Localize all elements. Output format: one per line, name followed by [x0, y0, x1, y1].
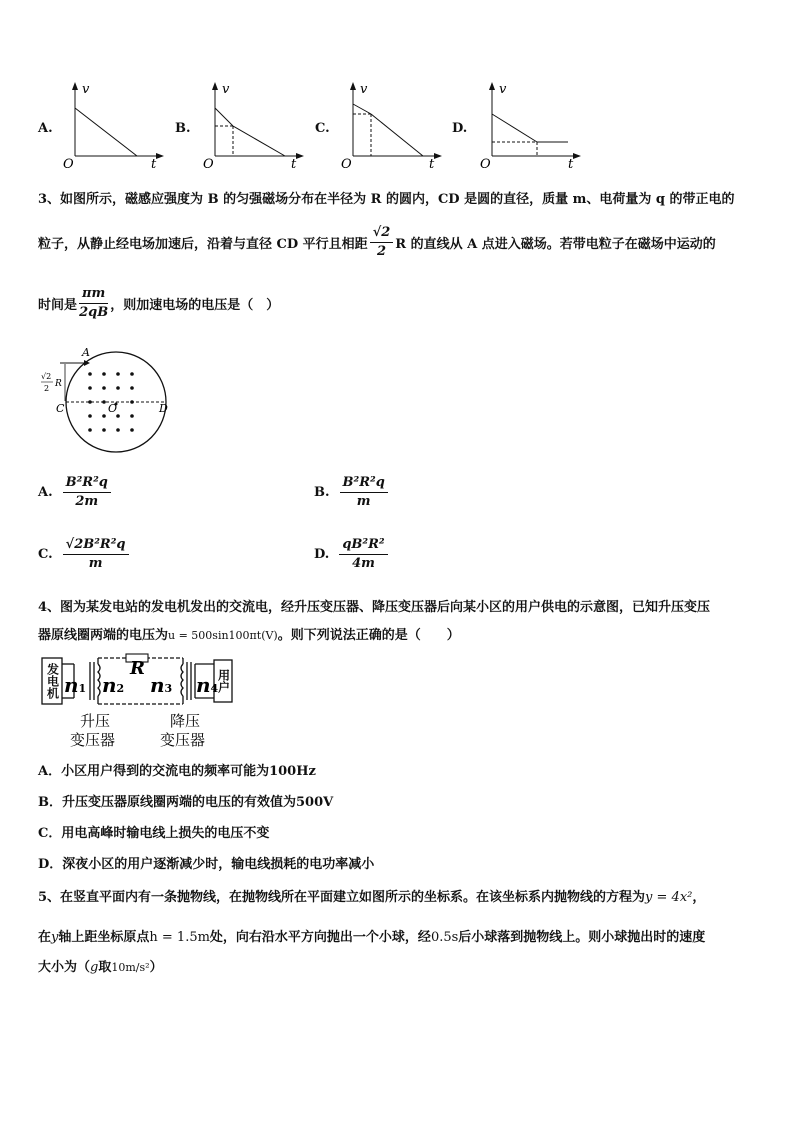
graph-option-d-label: D. — [452, 121, 468, 136]
graph-d-origin: O — [480, 157, 491, 172]
q4-fig-n4: n — [196, 673, 211, 697]
q3-option-b-label: B. — [314, 485, 330, 500]
graph-b-v-label: v — [222, 82, 230, 97]
q3-fig-point-o: O — [108, 402, 118, 415]
q5-line-1-pre: 5、在竖直平面内有一条抛物线，在抛物线所在平面建立如图所示的坐标系。在该坐标系内抛物线的方程为 — [38, 890, 646, 905]
graph-b-t-label: t — [291, 157, 297, 172]
graph-option-b-label: B. — [175, 121, 191, 136]
q3-option-c[interactable] — [38, 536, 131, 573]
q3-option-c-frac — [63, 536, 129, 573]
q5-line-3-c: ） — [149, 960, 163, 975]
graph-c-v-label: v — [360, 82, 368, 97]
q3-line-3-fraction — [79, 285, 108, 322]
q5-line-2-b: 轴上距坐标原点 — [58, 930, 150, 945]
q4-fig-n1-sub: 1 — [78, 682, 87, 695]
q3-time-frac-num: πm — [79, 285, 108, 304]
graph-option-a-label: A. — [38, 121, 53, 136]
q3-option-a-frac — [63, 474, 111, 511]
q3-fig-point-c: C — [56, 402, 65, 415]
graph-a — [55, 80, 170, 172]
q3-line-2-post: R 的直线从 A 点进入磁场。若带电粒子在磁场中运动的 — [395, 237, 716, 252]
q5-line-3-a: 大小为（ — [38, 960, 91, 975]
graph-c — [333, 80, 448, 172]
q3-option-d-frac — [339, 536, 387, 573]
q3-option-b[interactable] — [314, 474, 390, 511]
q3-line-2 — [38, 224, 716, 261]
q3-option-d-den: 4m — [352, 556, 375, 571]
svg-text:n1 — [64, 673, 86, 697]
q3-line-3 — [38, 285, 279, 322]
q5-line-3 — [38, 956, 163, 975]
q4-line-2 — [38, 624, 460, 643]
q3-option-d-num: qB²R² — [339, 536, 387, 555]
q4-fig-n2: n — [102, 673, 117, 697]
q4-fig-n2-sub: 2 — [116, 682, 125, 695]
q3-option-d[interactable] — [314, 536, 390, 573]
q3-frac-den: 2 — [376, 244, 386, 259]
q3-line-2-pre: 粒子，从静止经电场加速后，沿着与直径 CD 平行且相距 — [38, 237, 368, 252]
q5-line-2 — [38, 926, 705, 945]
q3-fig-frac-den: 2 — [44, 384, 50, 393]
q4-option-a[interactable]: A．小区用户得到的交流电的频率可能为100Hz — [38, 764, 316, 779]
q4-fig-step-up-line-2: 变压器 — [70, 731, 116, 749]
q3-line-3-pre: 时间是 — [38, 298, 78, 313]
q3-option-a[interactable] — [38, 474, 113, 511]
q3-fig-point-a: A — [82, 346, 90, 359]
q4-transformer-diagram — [38, 652, 238, 752]
q4-option-c[interactable]: C．用电高峰时输电线上损失的电压不变 — [38, 826, 270, 841]
q3-fig-point-d: D — [159, 402, 168, 415]
q5-g-symbol: g — [90, 960, 99, 975]
graph-a-origin: O — [63, 157, 74, 172]
q3-option-c-label: C. — [38, 547, 53, 562]
graph-d — [472, 80, 587, 172]
graph-d-t-label: t — [568, 157, 574, 172]
q4-line-2-post: 。则下列说法正确的是（ ） — [277, 628, 460, 643]
q5-y-axis: y — [51, 930, 59, 945]
q4-option-d[interactable]: D．深夜小区的用户逐渐减少时，输电线损耗的电功率减小 — [38, 857, 375, 872]
graph-b — [195, 80, 310, 172]
q4-fig-step-up-line-1: 升压 — [80, 712, 111, 730]
q3-fig-frac-num: √2 — [41, 372, 52, 381]
q4-fig-n1: n — [64, 673, 79, 697]
q3-line-3-post: ，则加速电场的电压是（ ） — [110, 298, 280, 313]
q4-fig-generator-text: 发电机 — [45, 663, 60, 699]
q3-option-a-den: 2m — [75, 494, 99, 509]
q5-line-2-d: 后小球落到抛物线上。则小球抛出时的速度 — [458, 930, 706, 945]
q4-line-1: 4、图为某发电站的发电机发出的交流电，经升压变压器、降压变压器后向某小区的用户供电的示意图，已知升压变压 — [38, 600, 711, 615]
q5-line-2-a: 在 — [38, 930, 52, 945]
q4-fig-resistor-label: R — [130, 658, 145, 679]
q5-height: h = 1.5m — [149, 930, 210, 945]
q4-voltage-formula: u = 500sin100πt(V) — [168, 629, 278, 642]
q5-parabola-formula: y = 4x² — [645, 890, 693, 905]
graph-b-origin: O — [203, 157, 214, 172]
q4-line-2-pre: 器原线圈两端的电压为 — [38, 628, 169, 643]
q5-time: 0.5s — [430, 930, 459, 945]
graph-c-t-label: t — [429, 157, 435, 172]
q4-fig-step-down-line-1: 降压 — [170, 712, 201, 730]
q3-option-d-label: D. — [314, 547, 330, 562]
q5-g-value: 10m/s² — [111, 961, 150, 974]
svg-text:n2 — [102, 673, 124, 697]
graph-d-v-label: v — [499, 82, 507, 97]
q3-option-c-num: √2B²R²q — [63, 536, 129, 555]
q3-option-a-label: A. — [38, 485, 53, 500]
graph-a-t-label: t — [151, 157, 157, 172]
q4-fig-step-down-line-2: 变压器 — [160, 731, 206, 749]
q3-option-b-den: m — [356, 494, 371, 509]
graph-c-origin: O — [341, 157, 352, 172]
graph-a-v-label: v — [82, 82, 90, 97]
q3-option-b-num: B²R²q — [340, 474, 388, 493]
q3-line-2-fraction — [370, 224, 394, 261]
q4-option-b[interactable]: B．升压变压器原线圈两端的电压的有效值为500V — [38, 795, 334, 810]
q3-time-frac-den: 2qB — [79, 305, 109, 320]
q5-line-1-post: ， — [692, 890, 706, 905]
q3-magnetic-field-figure — [38, 342, 188, 454]
q3-option-b-frac — [340, 474, 388, 511]
q3-option-c-den: m — [88, 556, 103, 571]
q3-frac-num: √2 — [370, 224, 394, 243]
q5-line-2-c: 处，向右沿水平方向抛出一个小球，经 — [209, 930, 431, 945]
q5-line-3-b: 取 — [98, 960, 112, 975]
q4-fig-n4-sub: 4 — [210, 682, 219, 695]
q4-fig-n3-sub: 3 — [164, 682, 173, 695]
svg-text:n3 — [150, 673, 172, 697]
q4-fig-n3: n — [150, 673, 165, 697]
q4-fig-user-text: 用户 — [216, 669, 231, 693]
q5-line-1 — [38, 886, 705, 905]
q3-fig-radius: R — [55, 379, 62, 389]
graph-option-c-label: C. — [315, 121, 330, 136]
q3-line-1: 3、如图所示，磁感应强度为 B 的匀强磁场分布在半径为 R 的圆内，CD 是圆的直径，质量 m、电荷量为 q 的带正电的 — [38, 192, 735, 207]
q3-option-a-num: B²R²q — [63, 474, 111, 493]
